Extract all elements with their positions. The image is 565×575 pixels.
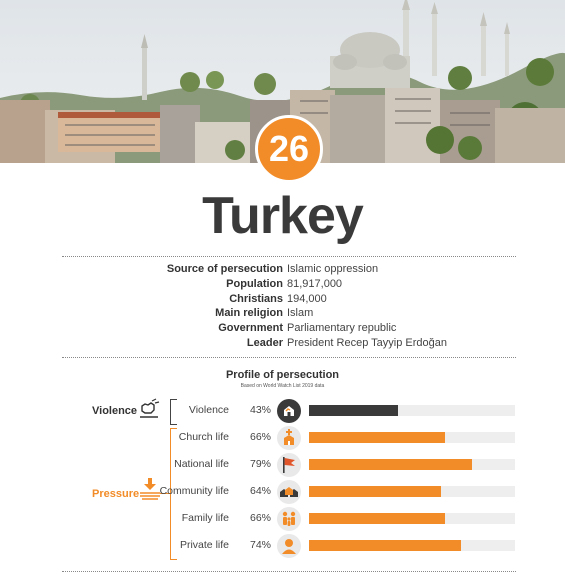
fact-row-government [0, 321, 565, 336]
country-title: Turkey [202, 187, 363, 245]
divider-top [62, 256, 516, 257]
profile-row-church-life [0, 425, 565, 451]
profile-row-national-life [0, 452, 565, 478]
fact-value: Parliamentary republic [287, 322, 397, 335]
row-percent: 66% [250, 431, 272, 443]
profile-row-family-life [0, 506, 565, 532]
flag-icon [277, 453, 301, 477]
fact-row-religion [0, 306, 565, 321]
bar-fill [309, 540, 461, 551]
bar-track [309, 459, 515, 470]
fact-label: Government [218, 322, 283, 335]
row-percent: 64% [250, 485, 272, 497]
fact-label: Leader [246, 336, 283, 349]
bar-track [309, 513, 515, 524]
fact-value: President Recep Tayyip Erdoğan [287, 336, 448, 349]
profile-subtitle: Based on World Watch List 2019 data [240, 383, 325, 389]
profile-row-violence [0, 398, 565, 424]
bar-track [309, 540, 515, 551]
church-icon [277, 426, 301, 450]
fact-value: Islam [287, 307, 314, 320]
row-label: Private life [179, 539, 229, 551]
pressure-category-label: Pressure [92, 488, 140, 500]
divider-bottom [62, 571, 516, 572]
fact-value: Islamic oppression [287, 263, 379, 275]
row-label: Family life [181, 512, 229, 524]
violence-category-label: Violence [92, 405, 138, 417]
row-label: Church life [178, 431, 229, 443]
profile-row-private-life [0, 533, 565, 559]
row-label: National life [174, 458, 229, 470]
row-percent: 66% [250, 512, 272, 524]
fact-row-leader [0, 336, 565, 351]
community-houses-icon [277, 480, 301, 504]
bar-track [309, 405, 515, 416]
person-icon [277, 534, 301, 558]
fact-table [0, 262, 565, 351]
fact-label: Population [226, 277, 283, 290]
fact-label: Source of persecution [166, 263, 283, 275]
row-percent: 43% [250, 404, 272, 416]
divider-middle [62, 357, 516, 358]
fist-house-icon [277, 399, 301, 423]
fact-row-christians [0, 292, 565, 307]
row-percent: 79% [250, 458, 272, 470]
fact-value: 81,917,000 [287, 277, 343, 290]
fact-label: Main religion [215, 307, 283, 320]
row-percent: 74% [250, 539, 272, 551]
fact-label: Christians [229, 292, 283, 305]
bar-fill [309, 432, 445, 443]
bar-fill [309, 459, 472, 470]
bar-track [309, 486, 515, 497]
fact-row-source [0, 262, 565, 277]
family-icon [277, 507, 301, 531]
fact-row-population [0, 277, 565, 292]
profile-row-community-life [0, 479, 565, 505]
fact-value: 194,000 [287, 292, 327, 305]
row-label: Community life [159, 485, 229, 497]
bar-track [309, 432, 515, 443]
rank-badge: 26 [255, 115, 323, 183]
bar-fill [309, 513, 445, 524]
row-label: Violence [188, 404, 229, 416]
bar-fill [309, 486, 441, 497]
bar-fill [309, 405, 398, 416]
profile-title: Profile of persecution [225, 369, 340, 381]
